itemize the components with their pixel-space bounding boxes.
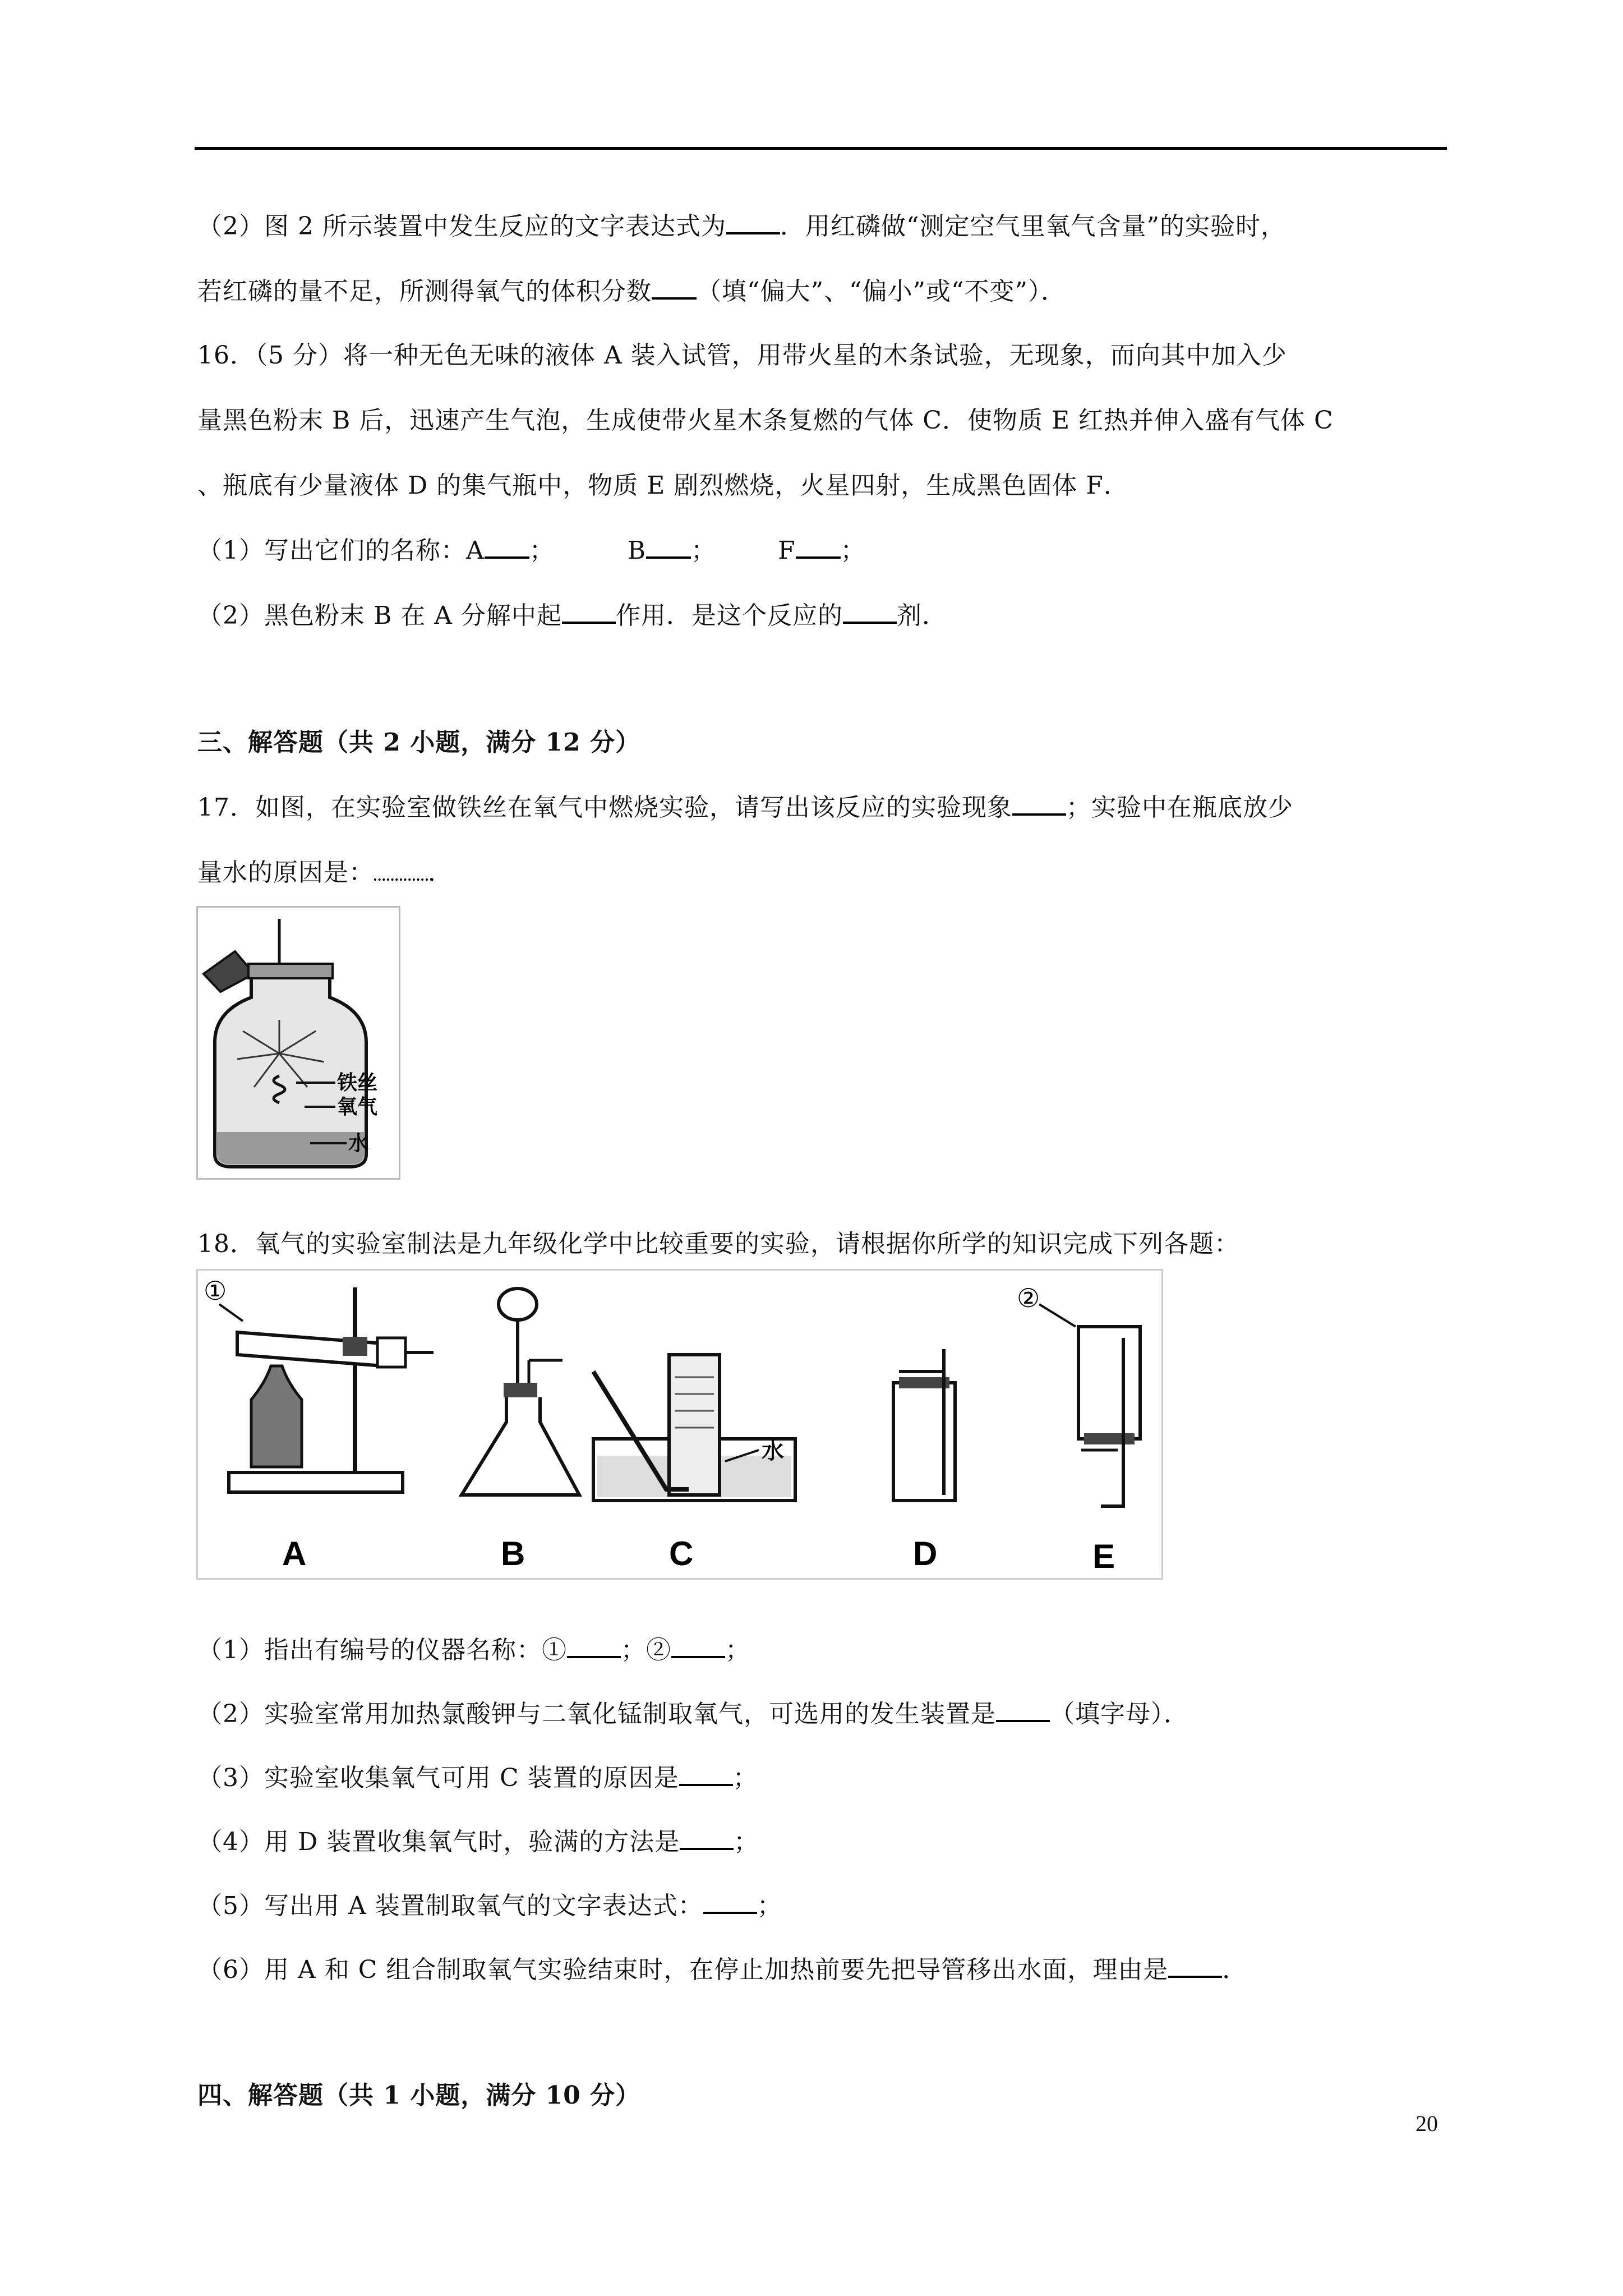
q18-sub1 xyxy=(197,1632,750,1667)
q16-sub2-text-b: 作用．是这个反应的 xyxy=(616,601,843,630)
apparatus-B xyxy=(462,1289,579,1572)
answer-blank-b[interactable] xyxy=(646,533,691,559)
separator: ； xyxy=(691,536,717,565)
label-oxygen: 氧气 xyxy=(337,1095,378,1118)
q16-sub1 xyxy=(197,533,866,568)
answer-blank[interactable] xyxy=(567,1632,621,1658)
q16-line1: 16．（5 分）将一种无色无味的液体 A 装入试管，用带火星的木条试验，无现象，而向其中加入少 xyxy=(197,341,1287,370)
answer-blank[interactable] xyxy=(652,274,697,300)
q17-text-a: 17．如图，在实验室做铁丝在氧气中燃烧实验，请写出该反应的实验现象 xyxy=(197,793,1012,822)
q18-sub5 xyxy=(197,1888,782,1923)
q16-sub1-label-b: B xyxy=(627,536,647,565)
label-E: E xyxy=(1092,1538,1115,1575)
q16-sub2 xyxy=(197,598,947,633)
answer-blank[interactable] xyxy=(1012,790,1066,816)
apparatus-A xyxy=(204,1276,434,1572)
q16-sub1-label-a: （1）写出它们的名称：A xyxy=(197,536,485,565)
answer-blank[interactable] xyxy=(562,598,616,624)
apparatus-C xyxy=(593,1355,795,1572)
label-water: 水 xyxy=(348,1131,369,1154)
header-rule xyxy=(195,147,1447,150)
answer-blank[interactable] xyxy=(726,209,780,234)
label-iron-wire: 铁丝 xyxy=(337,1071,378,1094)
answer-blank[interactable] xyxy=(374,855,428,881)
q17-line2 xyxy=(197,855,453,890)
answer-blank[interactable] xyxy=(703,1888,757,1914)
section4-title: 四、解答题（共 1 小题，满分 10 分） xyxy=(197,2081,641,2110)
page-number: 20 xyxy=(1415,2111,1438,2136)
q18-sub4-text-b: ； xyxy=(734,1828,759,1856)
apparatus-E xyxy=(1017,1283,1140,1575)
q16-sub1-label-c: F xyxy=(778,536,796,565)
answer-blank[interactable] xyxy=(996,1696,1050,1722)
q18-sub6 xyxy=(197,1952,1247,1987)
apparatus-D xyxy=(893,1349,955,1572)
iron-wire-bottle-diagram xyxy=(198,908,399,1178)
q18-sub6-text-b: ． xyxy=(1222,1955,1248,1984)
q18-sub2 xyxy=(197,1696,1189,1731)
q17-text-c: 量水的原因是： xyxy=(197,858,374,887)
answer-blank[interactable] xyxy=(1168,1952,1222,1978)
label-C: C xyxy=(669,1535,694,1572)
q16-line3: 、瓶底有少量液体 D 的集气瓶中，物质 E 剧烈燃烧，火星四射，生成黑色固体 F． xyxy=(197,471,1129,500)
apparatus-diagram xyxy=(198,1271,1161,1578)
separator: ； xyxy=(840,536,866,565)
q15-2-text-d: （填“偏大”、“偏小”或“不变”）． xyxy=(697,277,1066,306)
q18-sub2-text-a: （2）实验室常用加热氯酸钾与二氧化锰制取氧气，可选用的发生装置是 xyxy=(197,1700,996,1728)
q15-2-line2 xyxy=(197,274,1066,309)
answer-blank[interactable] xyxy=(679,1760,733,1786)
q15-2-text-a: （2）图 2 所示装置中发生反应的文字表达式为 xyxy=(197,212,726,241)
q16-line2: 量黑色粉末 B 后，迅速产生气泡，生成使带火星木条复燃的气体 C．使物质 E 红热并伸入盛有气体 C xyxy=(197,406,1334,435)
q15-2-line1 xyxy=(197,209,1286,243)
q18-sub4 xyxy=(197,1824,759,1859)
q18-sub6-text-a: （6）用 A 和 C 组合制取氧气实验结束时，在停止加热前要先把导管移出水面，理由是 xyxy=(197,1955,1169,1984)
q18-sub3 xyxy=(197,1760,758,1795)
label-water-c: 水 xyxy=(762,1439,784,1464)
separator: ； xyxy=(529,536,555,565)
q18-sub2-text-b: （填字母）． xyxy=(1050,1700,1189,1728)
q18-sub3-text-b: ； xyxy=(732,1764,758,1792)
q17-text-b: ；实验中在瓶底放少 xyxy=(1066,793,1293,822)
label-num2: ② xyxy=(1017,1283,1040,1313)
answer-blank[interactable] xyxy=(671,1632,725,1658)
answer-blank-a[interactable] xyxy=(485,533,529,559)
q15-2-text-c: 若红磷的量不足，所测得氧气的体积分数 xyxy=(197,277,652,306)
answer-blank[interactable] xyxy=(680,1824,734,1850)
label-A: A xyxy=(282,1535,307,1572)
q18-sub4-text-a: （4）用 D 装置收集氧气时，验满的方法是 xyxy=(197,1828,680,1856)
q18-intro: 18．氧气的实验室制法是九年级化学中比较重要的实验，请根据你所学的知识完成下列各题： xyxy=(197,1230,1239,1258)
label-num1: ① xyxy=(204,1276,227,1306)
oxygen-apparatus-figure xyxy=(196,1269,1163,1580)
q15-2-text-b: ．用红磷做“测定空气里氧气含量”的实验时， xyxy=(780,212,1286,241)
q17-text-d: ． xyxy=(428,858,453,887)
section3-title: 三、解答题（共 2 小题，满分 12 分） xyxy=(197,728,641,757)
iron-wire-combustion-figure xyxy=(196,906,400,1180)
answer-blank[interactable] xyxy=(843,598,897,624)
label-D: D xyxy=(913,1535,938,1572)
q18-sub1-text-a: （1）指出有编号的仪器名称：① xyxy=(197,1636,567,1664)
q16-sub2-text-c: 剂． xyxy=(897,601,948,630)
q17-line1 xyxy=(197,790,1293,825)
q18-sub5-text-a: （5）写出用 A 装置制取氧气的文字表达式： xyxy=(197,1892,703,1920)
q16-sub2-text-a: （2）黑色粉末 B 在 A 分解中起 xyxy=(197,601,562,630)
q18-sub1-text-b: ；② xyxy=(621,1636,671,1664)
answer-blank-c[interactable] xyxy=(796,533,841,559)
q18-sub1-text-c: ； xyxy=(725,1636,750,1664)
q18-sub5-text-b: ； xyxy=(757,1892,782,1920)
label-B: B xyxy=(501,1535,525,1572)
q18-sub3-text-a: （3）实验室收集氧气可用 C 装置的原因是 xyxy=(197,1764,679,1792)
